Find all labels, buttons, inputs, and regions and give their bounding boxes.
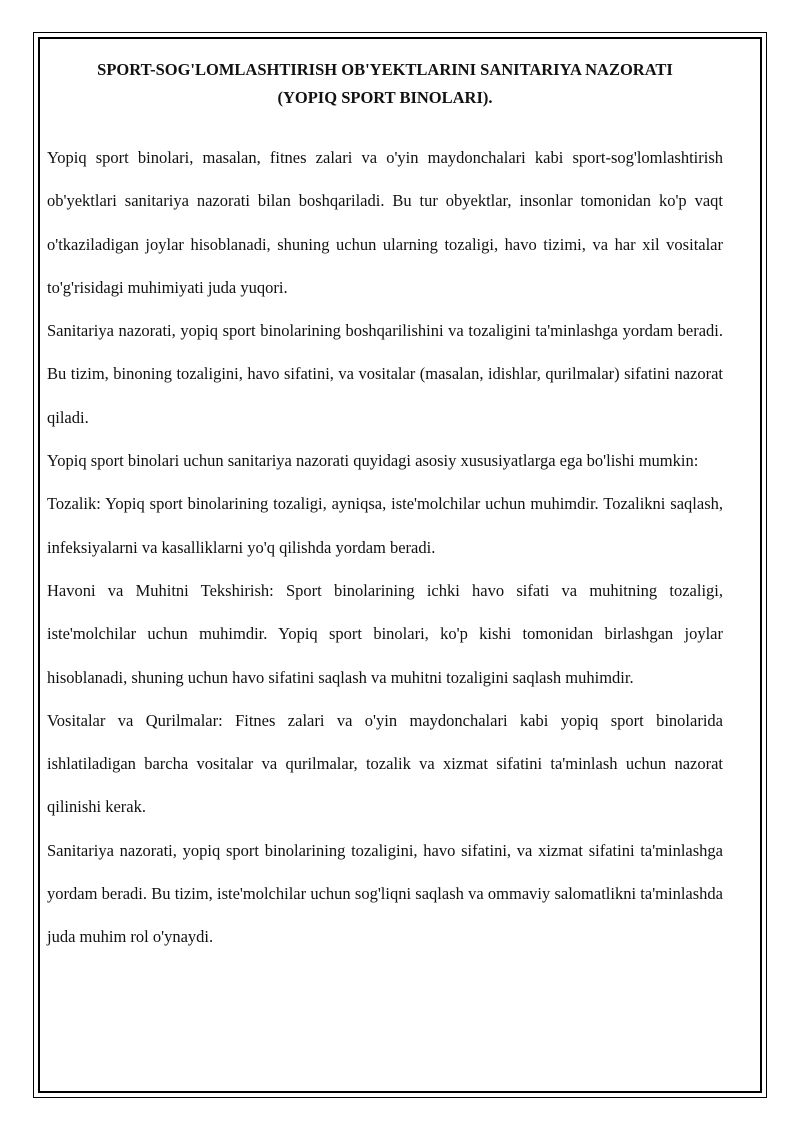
paragraph-air-environment: Havoni va Muhitni Tekshirish: Sport binolarining ichki havo sifati va muhitning tozaligi, iste'molchilar uchun muhimdir. Yopiq sport binolari, ko'p kishi tomonidan birlashgan joylar hisoblanadi, shuning uchun havo sifatini saqlash va muhitni tozaligini saqlash muhimdir. — [47, 580, 723, 687]
title-line-1: SPORT-SOG'LOMLASHTIRISH OB'YEKTLARINI SANITARIYA NAZORATI — [97, 60, 673, 79]
paragraph-features-intro: Yopiq sport binolari uchun sanitariya nazorati quyidagi asosiy xususiyatlarga ega bo'lishi mumkin: — [47, 451, 699, 471]
paragraph-equipment: Vositalar va Qurilmalar: Fitnes zalari va o'yin maydonchalari kabi yopiq sport binolarida ishlatiladigan barcha vositalar va qurilmalar, tozalik va xizmat sifatini ta'minlash uchun nazorat qilinishi kerak. — [47, 710, 723, 817]
document-body — [47, 56, 723, 959]
paragraph-conclusion: Sanitariya nazorati, yopiq sport binolarining tozaligini, havo sifatini, va xizmat sifatini ta'minlashga yordam beradi. Bu tizim, iste'molchilar uchun sog'liqni saqlash va ommaviy salomatlikni ta'minlashda juda muhim rol o'ynaydi. — [47, 840, 723, 947]
paragraph-intro: Yopiq sport binolari, masalan, fitnes zalari va o'yin maydonchalari kabi sport-sog'lomlashtirish ob'yektlari sanitariya nazorati bilan boshqariladi. Bu tur obyektlar, insonlar tomonidan ko'p vaqt o'tkaziladigan joylar hisoblanadi, shuning uchun ularning tozaligi, havo tizimi, va har xil vositalar to'g'risidagi muhimiyati juda yuqori. — [47, 148, 723, 297]
document-title — [47, 56, 723, 112]
title-line-2: (YOPIQ SPORT BINOLARI). — [277, 88, 493, 107]
paragraph-cleanliness: Tozalik: Yopiq sport binolarining tozaligi, ayniqsa, iste'molchilar uchun muhimdir. Tozalikni saqlash, infeksiyalarni va kasalliklarni yo'q qilishda yordam beradi. — [47, 494, 723, 557]
paragraph-sanitary-control: Sanitariya nazorati, yopiq sport binolarining boshqarilishini va tozaligini ta'minlashga yordam beradi. Bu tizim, binoning tozaligini, havo sifatini, va vositalar (masalan, idishlar, qurilmalar) sifatini nazorat qiladi. — [47, 321, 723, 427]
